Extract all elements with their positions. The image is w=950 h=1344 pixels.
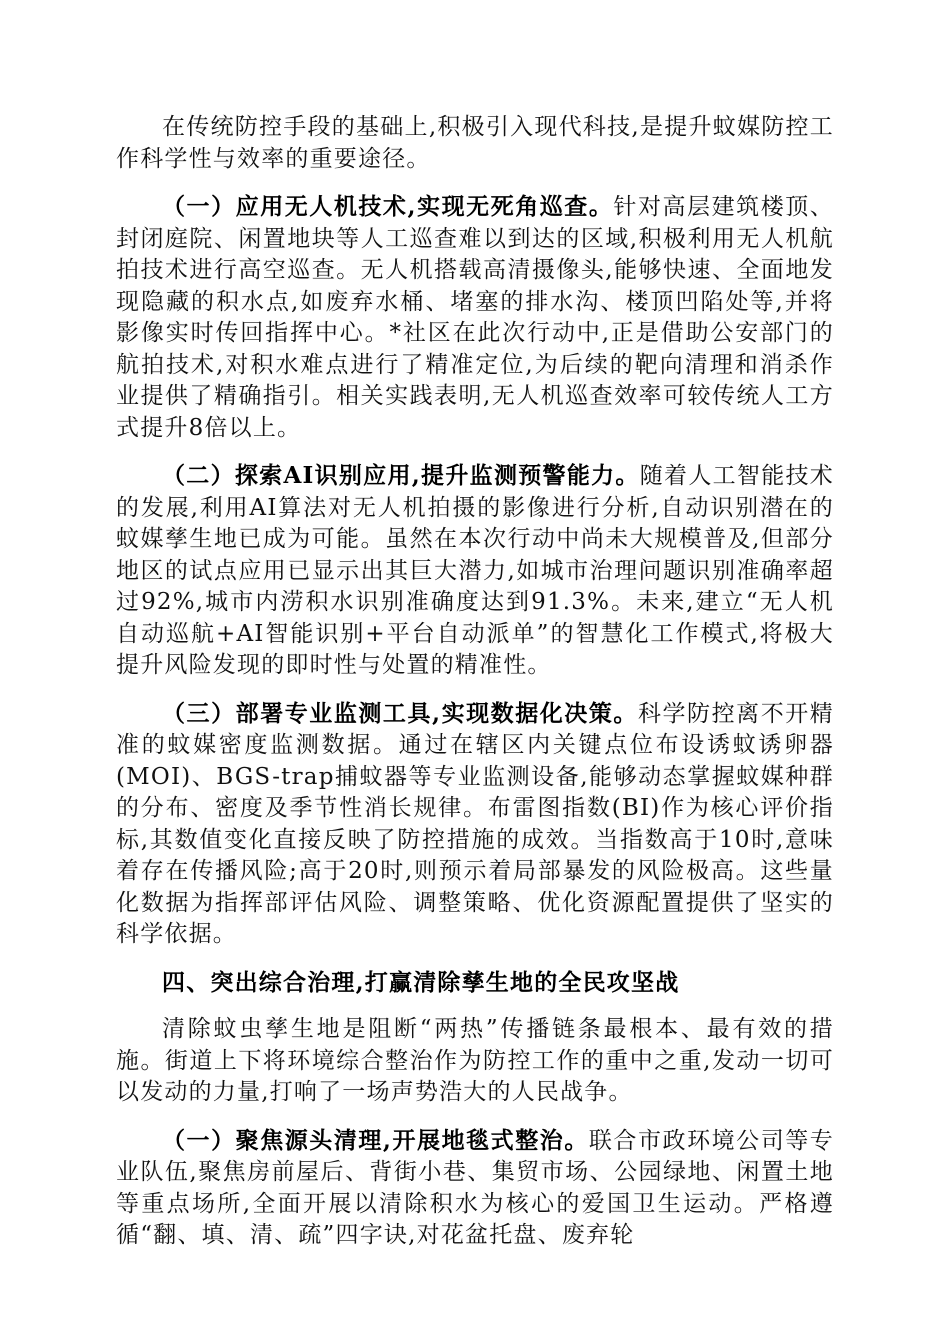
intro-paragraph [116,112,834,175]
drone-body: 针对高层建筑楼顶、封闭庭院、闲置地块等人工巡查难以到达的区域,积极利用无人机航拍技术进行高空巡查。无人机搭载高清摄像头,能够快速、全面地发现隐藏的积水点,如废弃水桶、堵塞的排水沟、楼顶凹陷处等,并将影像实时传回指挥中心。*社区在此次行动中,正是借助公安部门的航拍技术,对积水难点进行了精准定位,为后续的靶向清理和消杀作业提供了精确指引。相关实践表明,无人机巡查效率可较传统人工方式提升8倍以上。 [116,194,834,441]
ai-body: 随着人工智能技术的发展,利用AI算法对无人机拍摄的影像进行分析,自动识别潜在的蚊媒孳生地已成为可能。虽然在本次行动中尚未大规模普及,但部分地区的试点应用已显示出其巨大潜力,如城市治理问题识别准确率超过92%,城市内涝积水识别准确度达到91.3%。未来,建立“无人机自动巡航+AI智能识别+平台自动派单”的智慧化工作模式,将极大提升风险发现的即时性与处置的精准性。 [116,463,835,678]
drone-subheading: （一）应用无人机技术,实现无死角巡查。 [162,193,614,220]
section-four-heading: 四、突出综合治理,打赢清除孳生地的全民攻坚战 [162,968,680,996]
monitoring-subheading: （三）部署专业监测工具,实现数据化决策。 [162,699,638,727]
document-page [116,112,834,1268]
ai-subheading: （二）探索AI识别应用,提升监测预警能力。 [162,462,640,489]
source-cleanup-subheading: （一）聚焦源头清理,开展地毯式整治。 [162,1126,589,1154]
monitoring-paragraph [116,698,834,951]
source-cleanup-paragraph [116,1125,834,1252]
section-four-intro [116,1014,834,1109]
ai-paragraph [116,460,834,682]
source-cleanup-body: 联合市政环境公司等专业队伍,聚焦房前屋后、背街小巷、集贸市场、公园绿地、闲置土地等重点场所,全面开展以清除积水为核心的爱国卫生运动。严格遵循“翻、填、清、疏”四字诀,对花盆托盘、废弃轮 [116,1127,835,1248]
intro-text: 在传统防控手段的基础上,积极引入现代科技,是提升蚊媒防控工作科学性与效率的重要途径。 [116,114,834,172]
section-four-intro-text: 清除蚊虫孳生地是阻断“两热”传播链条最根本、最有效的措施。街道上下将环境综合整治作为防控工作的重中之重,发动一切可以发动的力量,打响了一场声势浩大的人民战争。 [116,1016,834,1105]
drone-paragraph [116,191,834,444]
monitoring-body: 科学防控离不开精准的蚊媒密度监测数据。通过在辖区内关键点位布设诱蚊诱卵器(MOI)、BGS-trap捕蚊器等专业监测设备,能够动态掌握蚊媒种群的分布、密度及季节性消长规律。布雷图指数(BI)作为核心评价指标,其数值变化直接反映了防控措施的成效。当指数高于10时,意味着存在传播风险;高于20时,则预示着局部暴发的风险极高。这些量化数据为指挥部评估风险、调整策略、优化资源配置提供了坚实的科学依据。 [116,700,834,947]
